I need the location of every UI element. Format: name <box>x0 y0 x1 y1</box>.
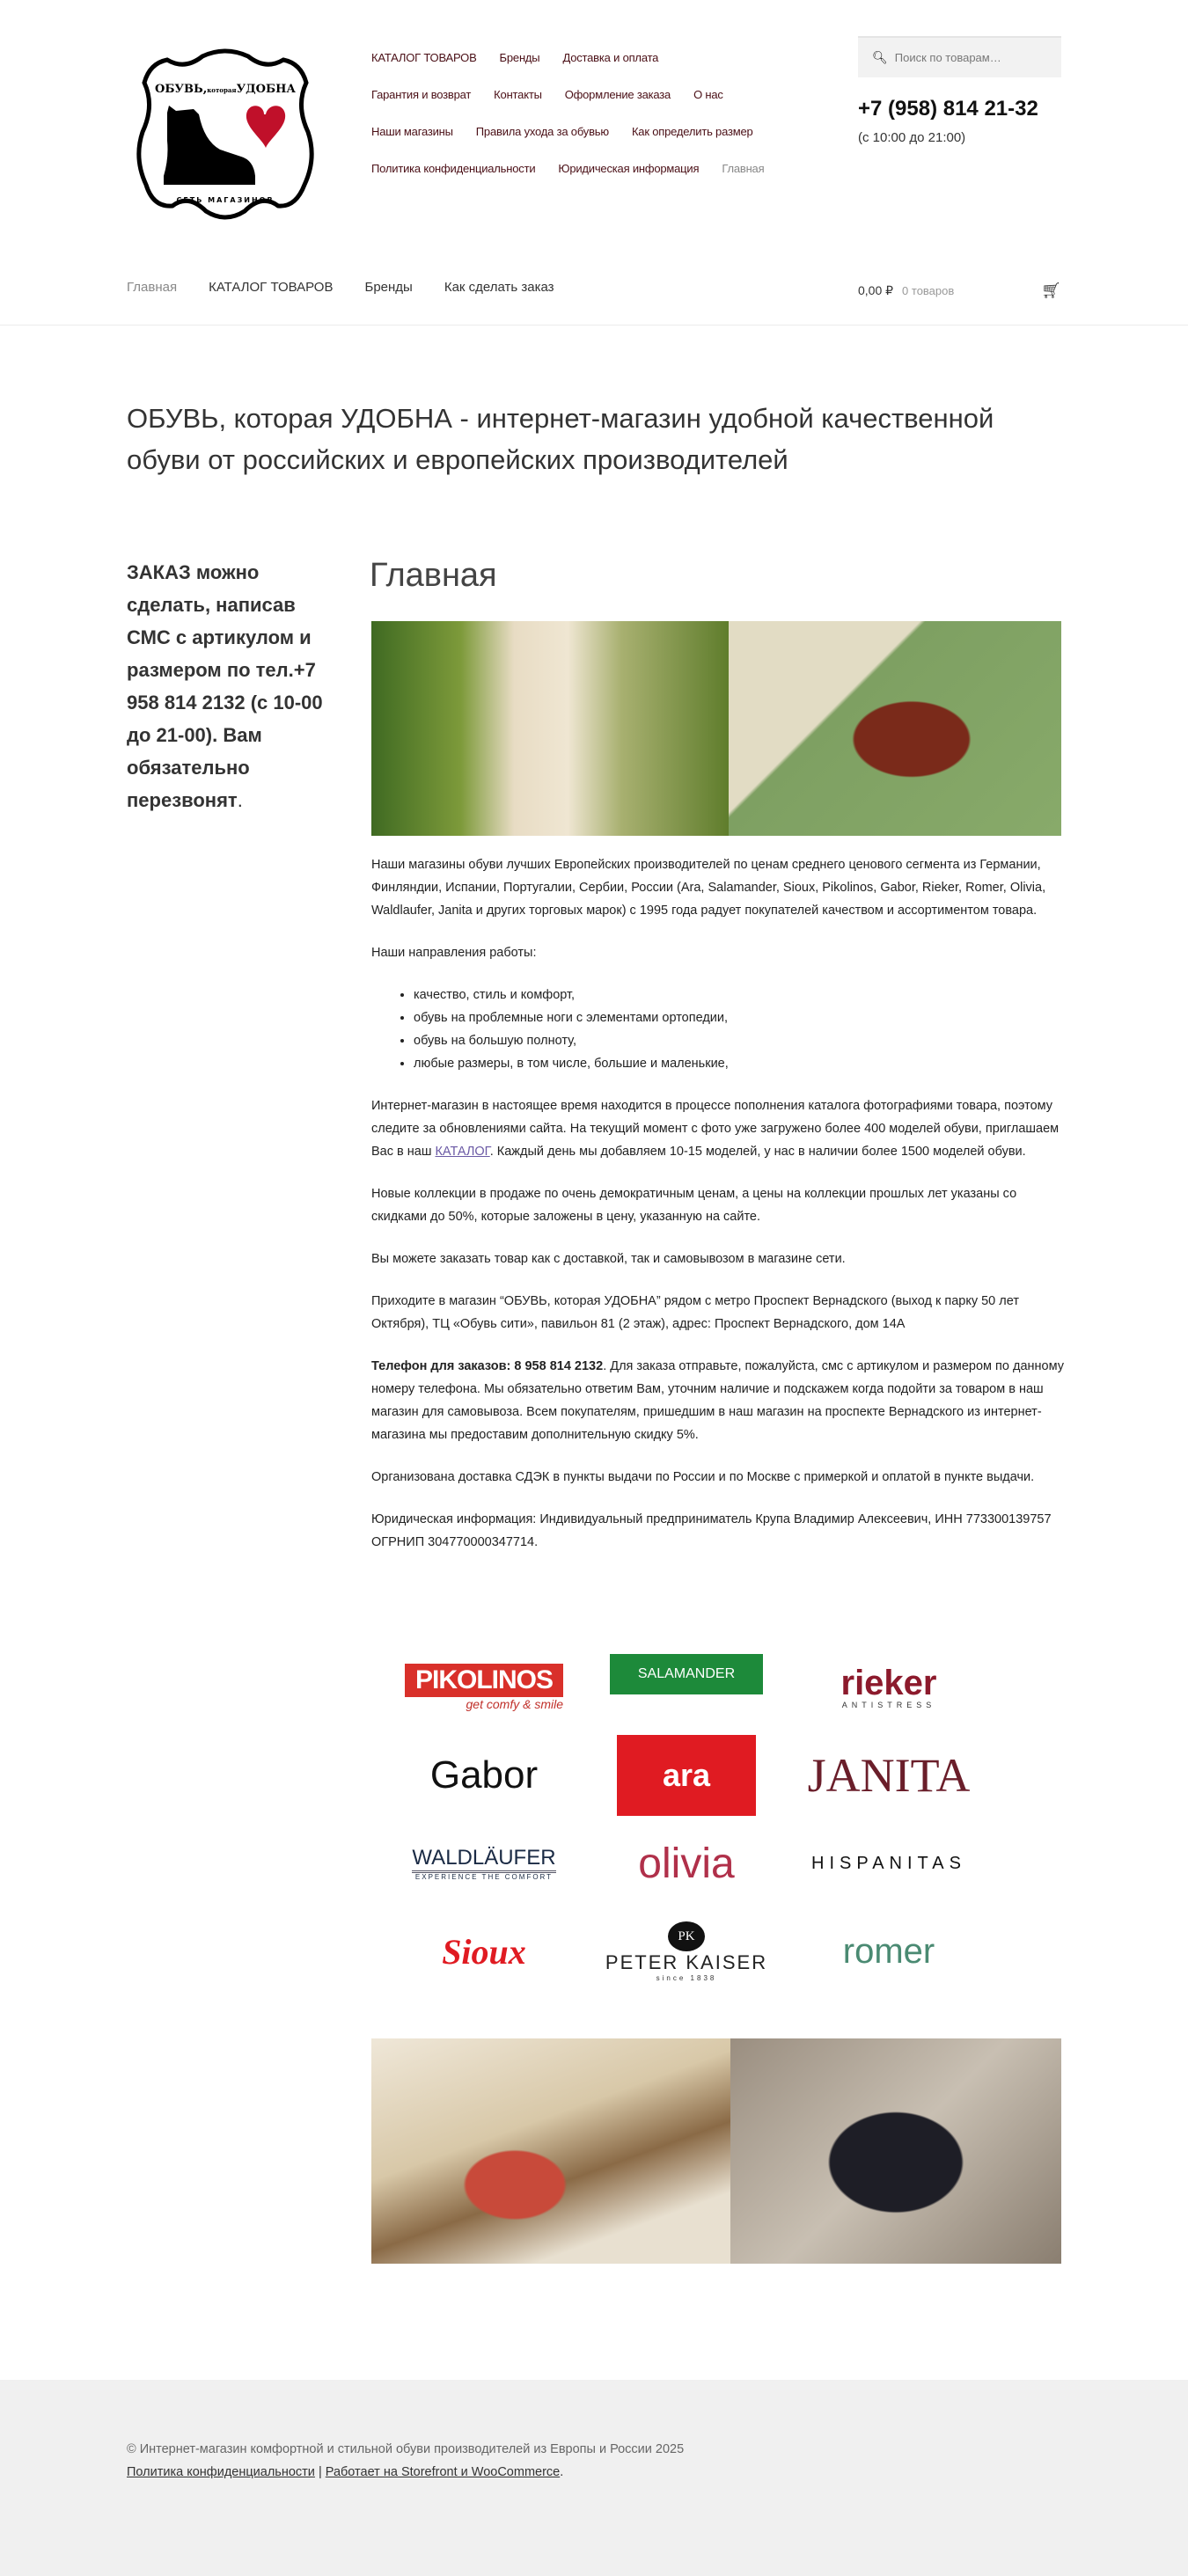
catalog-link[interactable]: КАТАЛОГ <box>435 1145 490 1159</box>
text: Интернет-магазин в настоящее время находится в процессе пополнения каталога фотографиями товара, поэтому следите за обновлениями сайта. На текущий момент с фото уже загружено более 400 моделей обуви, приглашаем Вас в наш <box>371 1099 1060 1159</box>
brand-waldlaufer <box>412 1846 555 1881</box>
list-item: • обувь на большую полноту, <box>414 1029 1067 1052</box>
hero-image <box>371 621 1061 836</box>
list-item: • любые размеры, в том числе, большие и маленькие, <box>414 1052 1067 1075</box>
top-menu-contacts[interactable]: Контакты <box>494 87 542 101</box>
pk-emblem: PK <box>668 1921 705 1951</box>
top-menu-catalog[interactable]: КАТАЛОГ ТОВАРОВ <box>371 50 477 64</box>
separator: | <box>314 2465 326 2479</box>
top-menu-warranty[interactable]: Гарантия и возврат <box>371 87 472 101</box>
page-content <box>371 853 1067 1573</box>
brand-label: PETER KAISER <box>605 1950 768 1973</box>
brand-label: PIKOLINOS <box>405 1664 563 1697</box>
top-menu-privacy[interactable]: Политика конфиденциальности <box>371 161 536 175</box>
top-menu-about[interactable]: О нас <box>693 87 723 101</box>
header-divider <box>0 325 1188 326</box>
nav-home[interactable]: Главная <box>127 280 178 295</box>
brand-peter-kaiser <box>605 1921 767 1982</box>
nav-how-to-order[interactable]: Как сделать заказ <box>444 280 554 295</box>
directions-list <box>391 984 1067 1075</box>
phone-paragraph <box>371 1355 1067 1446</box>
top-menu-stores[interactable]: Наши магазины <box>371 124 453 138</box>
bottom-image <box>371 2038 1061 2264</box>
intro-paragraph: Наши магазины обуви лучших Европейских производителей по ценам среднего ценового сегмента из Германии, Финляндии, Испании, Португалии, Сербии, России (Ara, Salamander, Sioux, Pikolinos, Gabor, Rieker, Romer, Olivia, Waldlaufer, Janita и других торговых марок) с 1995 года радует покупателей качеством и ассортиментом товара. <box>371 858 1046 918</box>
sandal-photo <box>371 621 729 836</box>
brand-logos <box>383 1643 990 1995</box>
top-menu-row <box>371 39 829 76</box>
brand-salamander: SALAMANDER <box>610 1654 763 1694</box>
nav-catalog[interactable]: КАТАЛОГ ТОВАРОВ <box>209 280 334 295</box>
black-shoes-photo <box>730 2038 1061 2264</box>
brand-tagline: since 1838 <box>656 1973 717 1982</box>
sidebar-text: ЗАКАЗ можно сделать, написав СМС с артикулом и размером по тел.+7 958 814 2132 (с 10-00 до 21-00). Вам обязательно перезвонят <box>127 561 323 811</box>
dot: . <box>560 2465 564 2479</box>
directions-heading: Наши направления работы: <box>371 946 537 960</box>
phone-number: +7 (958) 814 21-32 <box>858 97 1038 121</box>
brand-label: rieker <box>840 1664 937 1702</box>
catalog-paragraph <box>371 1094 1067 1163</box>
order-phone: Телефон для заказов: 8 958 814 2132 <box>371 1359 604 1373</box>
brand-olivia: olivia <box>638 1840 735 1887</box>
brand-hispanitas: HISPANITAS <box>811 1853 966 1873</box>
cart-amount: 0,00 ₽ <box>858 283 894 297</box>
brand-tagline: EXPERIENCE THE COMFORT <box>414 1873 554 1881</box>
top-menu-row <box>371 113 829 150</box>
page-heading: Главная <box>370 557 497 594</box>
top-menu-size[interactable]: Как определить размер <box>631 124 753 138</box>
sidebar-dot: . <box>237 789 243 811</box>
storefront-link[interactable]: Работает на Storefront и WooCommerce <box>325 2465 561 2479</box>
search-input[interactable] <box>858 36 1061 77</box>
address-paragraph: Приходите в магазин “ОБУВЬ, которая УДОБНА” рядом с метро Проспект Вернадского (выход к парку 50 лет Октября), ТЦ «Обувь сити», павильон 81 (2 этаж), адрес: Проспект Вернадского, дом 14А <box>371 1294 1019 1331</box>
legal-paragraph: Юридическая информация: Индивидуальный предприниматель Крупа Владимир Алексеевич, ИНН 773300139757 ОГРНИП 304770000347714. <box>371 1512 1052 1549</box>
cart-count: 0 товаров <box>902 284 955 297</box>
text: . Для заказа отправьте, пожалуйста, смс с артикулом и размером по данному номеру телефона. Мы обязательно ответим Вам, уточним наличие и подскажем когда подойти за товаром в наш магазин для самовывоза. Всем покупателям, пришедшим в наш магазин на проспекте Вернадского из интернет-магазина мы предоставим дополнительную скидку 5%. <box>371 1359 1064 1442</box>
work-hours: (с 10:00 до 21:00) <box>858 130 966 145</box>
brand-sioux: Sioux <box>442 1931 526 1972</box>
brand-gabor: Gabor <box>429 1753 539 1797</box>
cdek-paragraph: Организована доставка СДЭК в пункты выдачи по России и по Москве с примеркой и оплатой в пункте выдачи. <box>371 1470 1035 1484</box>
nav-brands[interactable]: Бренды <box>364 280 413 295</box>
top-menu-row <box>371 76 829 113</box>
delivery-paragraph: Вы можете заказать товар как с доставкой, так и самовывозом в магазине сети. <box>371 1252 846 1266</box>
brand-tagline: get comfy & smile <box>466 1697 563 1711</box>
top-menu-delivery[interactable]: Доставка и оплата <box>562 50 659 64</box>
footer-links <box>127 2465 563 2479</box>
copyright: © Интернет-магазин комфортной и стильной обуви производителей из Европы и России 2025 <box>127 2442 685 2456</box>
brand-pikolinos <box>405 1664 563 1711</box>
top-menu-legal[interactable]: Юридическая информация <box>558 161 700 175</box>
brand-tagline: ANTISTRESS <box>841 1701 936 1709</box>
prices-paragraph: Новые коллекции в продаже по очень демократичным ценам, а цены на коллекции прошлых лет указаны со скидками до 50%, которые заложены в цену, указанную на сайте. <box>371 1187 1017 1224</box>
brand-romer: romer <box>842 1931 935 1971</box>
svg-text:СЕТЬ МАГАЗИНОВ: СЕТЬ МАГАЗИНОВ <box>176 196 275 204</box>
list-item: • качество, стиль и комфорт, <box>414 984 1067 1006</box>
top-menu-checkout[interactable]: Оформление заказа <box>564 87 671 101</box>
list-item: • обувь на проблемные ноги с элементами ортопедии, <box>414 1006 1067 1029</box>
search-placeholder: Поиск по товарам… <box>894 51 1001 64</box>
search-icon: 🔍︎ <box>872 50 888 64</box>
top-menu-row <box>371 150 829 187</box>
brand-ara: ara <box>617 1735 756 1816</box>
site-title: ОБУВЬ, которая УДОБНА - интернет-магазин удобной качественной обуви от российских и европейских производителей <box>127 403 994 475</box>
site-logo[interactable] <box>132 44 319 223</box>
brand-label: WALDLÄUFER <box>412 1846 555 1873</box>
top-menu-care[interactable]: Правила ухода за обувью <box>475 124 609 138</box>
brand-janita: JANITA <box>807 1749 971 1802</box>
main-nav <box>127 280 554 295</box>
red-sandals-photo <box>371 2038 730 2264</box>
top-menu-brands[interactable]: Бренды <box>499 50 540 64</box>
top-menu-home[interactable]: Главная <box>722 161 765 175</box>
privacy-link[interactable]: Политика конфиденциальности <box>127 2465 315 2479</box>
brand-rieker <box>841 1665 937 1709</box>
text: . Каждый день мы добавляем 10-15 моделей, у нас в наличии более 1500 моделей обуви. <box>489 1145 1026 1159</box>
brown-shoes-photo <box>729 621 1061 836</box>
top-menu <box>371 39 829 187</box>
sidebar-order-info <box>127 556 338 816</box>
basket-icon[interactable]: 🛒︎ <box>1041 282 1061 299</box>
svg-text:ОБУВЬ,котораяУДОБНА: ОБУВЬ,котораяУДОБНА <box>155 83 296 96</box>
cart-widget[interactable] <box>858 282 1061 300</box>
